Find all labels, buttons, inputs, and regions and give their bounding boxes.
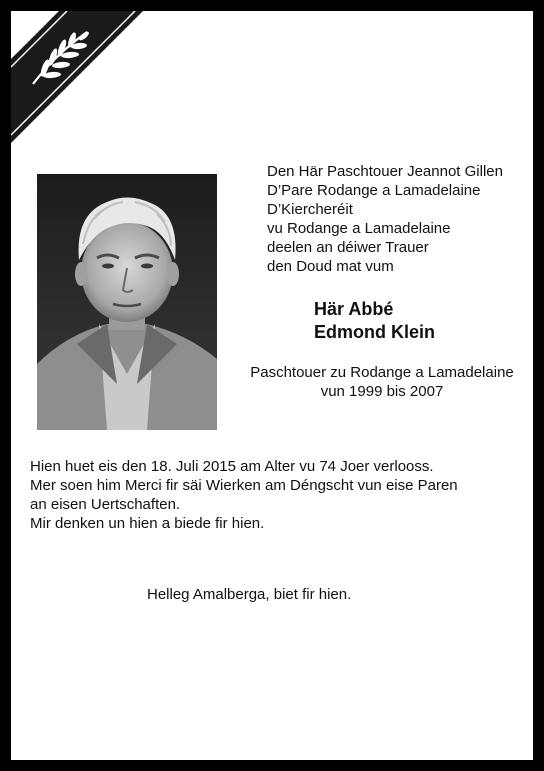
obituary-card: [11, 11, 533, 760]
message-line: Mer soen him Merci fir säi Wierken am Déngscht vun eise Paren: [30, 477, 458, 494]
announcement-line: den Doud mat vum: [267, 258, 394, 275]
portrait-illustration: [37, 174, 217, 430]
deceased-name-block: [314, 298, 435, 344]
role-block: [231, 363, 533, 401]
announcement-line: vu Rodange a Lamadelaine: [267, 220, 451, 237]
message-line: an eisen Uertschaften.: [30, 496, 181, 513]
role-position: Paschtouer zu Rodange a Lamadelaine: [250, 364, 514, 381]
message-block: [30, 457, 458, 533]
message-line: Mir denken un hien a biede fir hien.: [30, 515, 265, 532]
deceased-name: Edmond Klein: [314, 322, 435, 342]
announcement-line: Den Här Paschtouer Jeannot Gillen: [267, 163, 503, 180]
deceased-title: Här Abbé: [314, 299, 394, 319]
closing-prayer: Helleg Amalberga, biet fir hien.: [147, 586, 352, 603]
announcement-block: [267, 162, 503, 276]
announcement-line: D’Kiercheréit: [267, 201, 353, 218]
message-line: Hien huet eis den 18. Juli 2015 am Alter vu 74 Joer verlooss.: [30, 458, 434, 475]
role-period: vun 1999 bis 2007: [320, 383, 444, 400]
announcement-line: D’Pare Rodange a Lamadelaine: [267, 182, 481, 199]
mourning-corner-band: [11, 11, 151, 151]
portrait-photo: [37, 174, 217, 430]
announcement-line: deelen an déiwer Trauer: [267, 239, 429, 256]
